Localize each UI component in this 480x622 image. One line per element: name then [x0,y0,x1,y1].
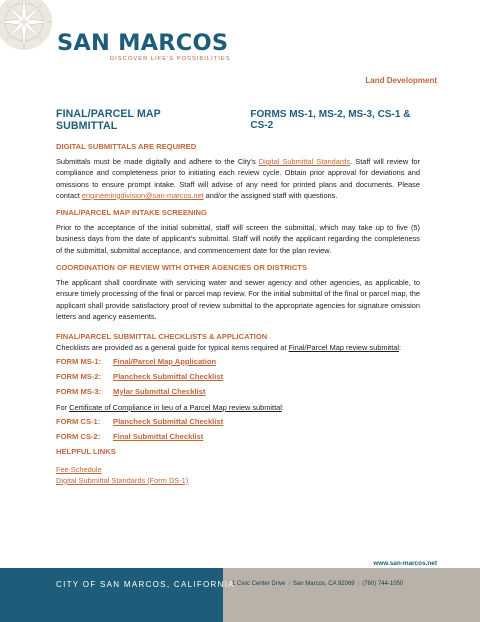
form-row-cs-2 [56,432,420,441]
form-code: FORM CS-1: [56,416,101,426]
website-link[interactable]: www.san-marcos.net [373,560,437,567]
department-label: Land Development [365,76,437,85]
compass-icon [0,0,54,52]
link-form-ms-3[interactable]: Mylar Submittal Checklist [113,386,206,396]
footer-city-name: CITY OF SAN MARCOS, CALIFORNIA [56,580,235,589]
link-engineering-email[interactable]: engineeringdivision@san-marcos.net [81,190,204,200]
form-row-cs-1 [56,417,420,426]
link-form-ms-1[interactable]: Final/Parcel Map Application [113,356,217,366]
paragraph-digital-submittals [56,156,420,201]
logo-tagline: DISCOVER LIFE'S POSSIBILITIES [110,56,231,62]
paragraph-cs-intro [56,402,420,413]
link-certificate-of-compliance[interactable]: Certificate of Compliance in lieu of a Parcel Map review submittal [69,402,282,412]
link-digital-submittal-standards[interactable]: Digital Submittal Standards [258,157,351,166]
footer-street: 1 Civic Center Drive [232,581,286,587]
text-checklists-intro: Checklists are provided as a general guide for typical items required at [56,343,289,353]
form-code: FORM CS-2: [56,431,101,441]
text-digital-1: Submittals must be made digitally and adhere to the City's [56,157,259,166]
link-form-ms-2[interactable]: Plancheck Submittal Checklist [113,371,224,381]
form-row-ms-3 [56,387,420,396]
paragraph-coordination: The applicant shall coordinate with servicing water and sewer agency and other agencies, as applicable, to ensure timely processing of the final or parcel map review. For the initial submittal of the final or parcel map, the applicant shall provide satisfactory proof of review submittal to the appropriate agencies for signature omission letters and agency easements. [56,278,420,321]
paragraph-intake-screening: Prior to the acceptance of the initial submittal, staff will screen the submittal, which may take up to five (5) business days from the date of applicant's submittal. Staff will notify the applicant regarding the completeness of the submittal, submittal acceptance, and commencement date for the plan review. [56,223,420,255]
heading-checklists: FINAL/PARCEL SUBMITTAL CHECKLISTS & APPLICATION [56,332,268,342]
link-final-parcel-map-review[interactable]: Final/Parcel Map review submittal [288,343,400,353]
heading-helpful-links: HELPFUL LINKS [56,446,116,456]
text-cs-colon: : [281,402,284,412]
document-forms: FORMS MS-1, MS-2, MS-3, CS-1 & CS-2 [250,109,411,131]
text-cs-intro: For [56,402,70,412]
heading-coordination: COORDINATION OF REVIEW WITH OTHER AGENCIES OR DISTRICTS [56,263,308,273]
paragraph-checklists-intro [56,342,420,353]
heading-digital-submittals: DIGITAL SUBMITTALS ARE REQUIRED [56,142,197,151]
footer-city-panel [0,568,235,622]
footer-bar [0,568,480,622]
form-code: FORM MS-2: [56,371,102,381]
link-digital-submittal-standards-ds1[interactable]: Digital Submittal Standards (Form DS-1) [56,475,189,485]
text-digital-2: . Staff will review for compliance and completeness prior to initiating each review cycle. Obtain prior approval for deviations and omissions to ensure prompt intake. Staff will advise of any need for printed plans and documents. Please contact [56,157,420,200]
form-code: FORM MS-1: [56,356,102,366]
document-title-row [56,108,420,132]
text-digital-3: and/or the assigned staff with questions. [203,190,338,200]
document-title: FINAL/PARCEL MAP SUBMITTAL [56,108,161,132]
footer-address: 1 Civic Center Drive | San Marcos, CA 92069 | (760) 744-1050 [232,581,404,587]
footer-phone: (760) 744-1050 [362,581,404,587]
form-code: FORM MS-3: [56,386,102,396]
logo-wordmark: SAN MARCOS [57,30,229,56]
link-fee-schedule[interactable]: Fee Schedule [56,464,102,474]
form-row-ms-1 [56,357,420,366]
document-body [56,108,420,486]
footer-city-zip: San Marcos, CA 92069 [292,581,355,587]
form-row-ms-2 [56,372,420,381]
heading-intake-screening: FINAL/PARCEL MAP INTAKE SCREENING [56,208,207,218]
text-checklists-colon: : [399,343,402,353]
link-form-cs-1[interactable]: Plancheck Submittal Checklist [113,416,224,426]
link-form-cs-2[interactable]: Final Submittal Checklist [113,431,204,441]
